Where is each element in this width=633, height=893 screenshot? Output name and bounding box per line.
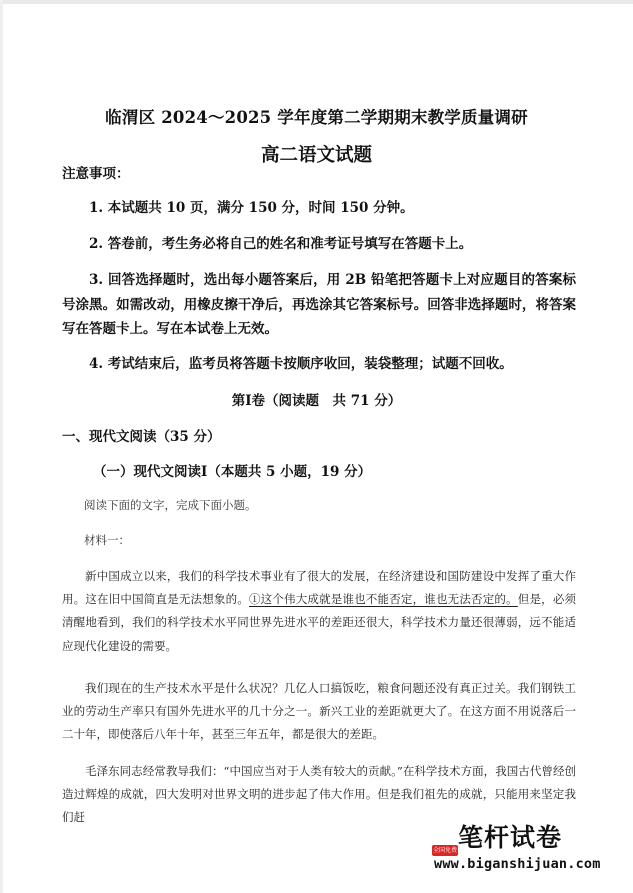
volume-heading: 第Ⅰ卷（阅读题 共 71 分） [231, 393, 402, 409]
passage-paragraph-2: 我们现在的生产技术水平是什么状况？几亿人口搞饭吃，粮食问题还没有真正过关。我们钢铁工业的劳动生产率只有国外先进水平的几十分之一。新兴工业的差距就更大了。在这方面不用说落后一二十年，即使落后八年十年，甚至三年五年，都是很大的差距。 [62, 681, 576, 742]
part-one-heading: 一、现代文阅读（35 分） [62, 429, 221, 445]
p1-underlined-sentence: ①这个伟大成就是谁也不能否定，谁也无法否定的。 [248, 592, 518, 607]
notice-item-1: 1. 本试题共 10 页，满分 150 分，时间 150 分钟。 [89, 200, 414, 216]
page-left-edge [0, 0, 3, 893]
notice-item-4: 4. 考试结束后，监考员将答题卡按顺序收回，装袋整理；试题不回收。 [89, 356, 513, 372]
watermark-badge: 全国免费 [432, 847, 457, 854]
notice-heading: 注意事项： [62, 166, 130, 182]
exam-subtitle: 高二语文试题 [260, 145, 372, 166]
notice-item-2: 2. 答卷前，考生务必将自己的姓名和准考证号填写在答题卡上。 [89, 236, 473, 252]
page-top-edge [0, 0, 633, 4]
material-label: 材料一： [84, 533, 130, 547]
watermark-title: 笔杆试卷 [458, 823, 563, 852]
exam-title: 临渭区 2024～2025 学年度第二学期期末教学质量调研 [105, 108, 528, 127]
watermark-logo [428, 818, 601, 878]
notice-item-3: 3. 回答选择题时，选出每小题答案后，用 2B 铅笔把答题卡上对应题目的答案标号涂黑。如需改动，用橡皮擦干净后，再选涂其它答案标号。回答非选择题时，将答案写在答题卡上。写在本试卷上无效。 [62, 272, 576, 337]
reading-instruction: 阅读下面的文字，完成下面小题。 [84, 498, 257, 512]
p1-text-after: 但是，必须清醒地看到，我们的科学技术水平同世界先进水平的差距还很大，科学技术力量还很薄弱，远不能适应现代化建设的需要。 [62, 592, 577, 653]
subsection-heading: （一）现代文阅读Ⅰ（本题共 5 小题，19 分） [93, 464, 372, 480]
watermark-url: www.biganshijuan.com [434, 856, 601, 872]
p1-text-before: 新中国成立以来，我们的科学技术事业有了很大的发展，在经济建设和国防建设中发挥了重大作用。这在旧中国简直是无法想象的。 [62, 569, 576, 607]
passage-paragraph-3: 毛泽东同志经常教导我们：“中国应当对于人类有较大的贡献。”在科学技术方面，我国古代曾经创造过辉煌的成就，四大发明对世界文明的进步起了伟大作用。但是我们祖先的成就，只能用来坚定我们赶 [62, 764, 576, 825]
passage-paragraph-1 [62, 565, 576, 658]
